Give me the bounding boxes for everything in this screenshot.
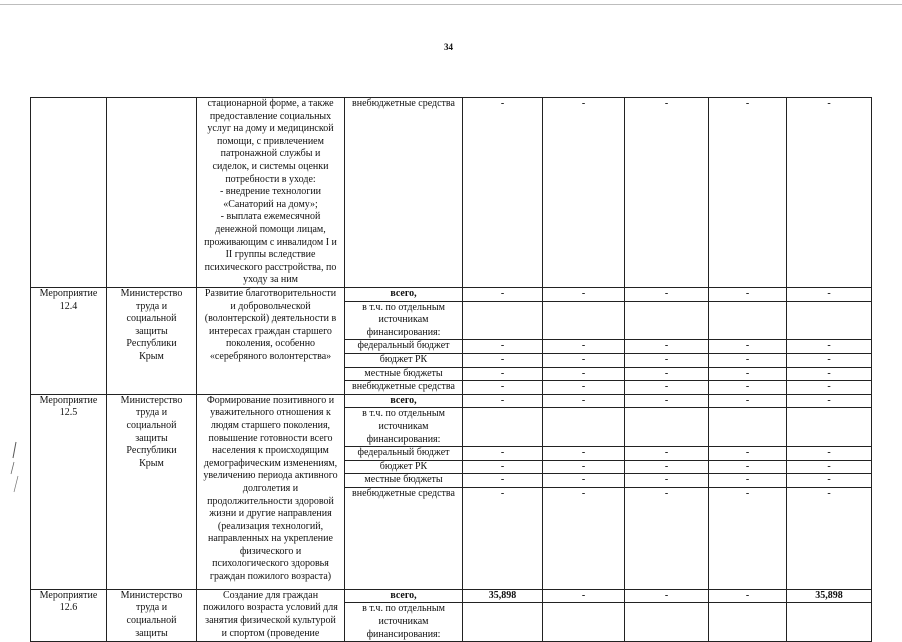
funding-source-cell: [345, 340, 463, 354]
text-line: денежной помощи лицам,: [215, 223, 326, 235]
text-line: населения к происходящим: [212, 445, 329, 457]
description-cell: [197, 589, 345, 641]
funding-source-cell: [345, 589, 463, 603]
amount-cell: -: [625, 487, 709, 589]
text-line: защиты: [135, 325, 168, 337]
text-line: 12.4: [59, 300, 78, 312]
amount-cell: -: [625, 288, 709, 302]
measure-cell: [31, 288, 107, 395]
amount-cell: -: [709, 367, 787, 381]
amount-cell: -: [625, 589, 709, 603]
text-line: финансирования:: [366, 628, 441, 640]
funding-source-cell: [345, 447, 463, 461]
amount-cell: -: [463, 288, 543, 302]
text-line: защиты: [135, 627, 168, 639]
text-line: долголетия и: [242, 482, 299, 494]
text-line: потребности в уходе:: [225, 173, 316, 185]
amount-cell: -: [463, 98, 543, 288]
text-line: Мероприятие: [39, 394, 98, 406]
text-line: - выплата ежемесячной: [220, 211, 321, 223]
text-line: направленных на укрепление: [208, 533, 333, 545]
text-line: федеральный бюджет: [357, 340, 450, 352]
text-line: труда и: [135, 300, 168, 312]
amount-cell: -: [625, 460, 709, 474]
amount-cell: -: [709, 381, 787, 395]
amount-cell: -: [787, 381, 872, 395]
executor-cell: [107, 288, 197, 395]
text-line: «Санаторий на дому»;: [223, 198, 318, 210]
text-line: II группы вследствие: [225, 249, 316, 261]
amount-cell: -: [625, 474, 709, 488]
amount-cell: -: [787, 288, 872, 302]
text-line: - внедрение технологии: [219, 186, 322, 198]
text-line: социальной: [126, 419, 177, 431]
funding-source-cell: [345, 288, 463, 302]
funding-source-cell: [345, 408, 463, 447]
amount-cell: -: [543, 460, 625, 474]
amount-cell: -: [709, 353, 787, 367]
funding-source-cell: [345, 487, 463, 589]
text-line: бюджет РК: [379, 460, 428, 472]
text-line: увеличению периода активного: [203, 470, 338, 482]
amount-cell: -: [625, 340, 709, 354]
amount-cell: -: [543, 98, 625, 288]
amount-cell: [787, 408, 872, 447]
amount-cell: [787, 301, 872, 340]
text-line: социальной: [126, 313, 177, 325]
amount-cell: -: [543, 381, 625, 395]
text-line: Мероприятие: [39, 288, 98, 299]
amount-cell: -: [709, 447, 787, 461]
amount-cell: -: [543, 474, 625, 488]
amount-cell: [463, 408, 543, 447]
text-line: Мероприятие: [39, 589, 98, 601]
text-line: психического расстройства, по: [204, 261, 337, 273]
amount-cell: [709, 408, 787, 447]
amount-cell: [463, 301, 543, 340]
amount-cell: -: [787, 98, 872, 288]
amount-cell: -: [463, 381, 543, 395]
amount-cell: [543, 301, 625, 340]
amount-cell: -: [543, 353, 625, 367]
text-line: Создание для граждан: [222, 589, 319, 601]
amount-cell: -: [787, 460, 872, 474]
text-line: уходу за ним: [243, 274, 298, 286]
text-line: интересах граждан старшего: [209, 325, 332, 337]
text-line: физического и: [239, 545, 302, 557]
text-line: пожилого возраста условий для: [203, 602, 338, 614]
text-line: всего,: [390, 288, 417, 299]
text-line: проживающим с инвалидом I и: [204, 236, 337, 248]
top-border-line: [0, 4, 902, 5]
text-line: местные бюджеты: [364, 367, 443, 379]
amount-cell: -: [463, 394, 543, 408]
text-line: уважительного отношения к: [210, 407, 331, 419]
amount-cell: -: [543, 394, 625, 408]
text-line: Республики: [126, 338, 177, 350]
amount-cell: -: [625, 353, 709, 367]
amount-cell: -: [787, 340, 872, 354]
funding-source-cell: [345, 353, 463, 367]
text-line: помощи, с привлечением: [217, 135, 324, 147]
text-line: в т.ч. по отдельным: [362, 603, 445, 615]
amount-cell: -: [463, 340, 543, 354]
amount-cell: [543, 603, 625, 642]
amount-cell: [543, 408, 625, 447]
text-line: внебюджетные средства: [352, 487, 455, 499]
text-line: федеральный бюджет: [357, 447, 450, 459]
funding-source-cell: [345, 301, 463, 340]
text-line: жизни и другие направления: [209, 508, 332, 520]
amount-cell: -: [709, 589, 787, 603]
text-line: социальной: [126, 614, 177, 626]
amount-cell: -: [787, 447, 872, 461]
description-cell: [197, 98, 345, 288]
amount-cell: -: [625, 98, 709, 288]
text-line: местные бюджеты: [364, 474, 443, 486]
amount-cell: -: [543, 447, 625, 461]
amount-cell: -: [625, 447, 709, 461]
amount-cell: -: [543, 589, 625, 603]
amount-cell: -: [543, 288, 625, 302]
amount-cell: -: [709, 487, 787, 589]
text-line: Республики: [126, 445, 177, 457]
funding-source-cell: [345, 603, 463, 642]
text-line: источникам: [378, 314, 429, 326]
text-line: и спортом (проведение: [221, 627, 320, 639]
amount-cell: [709, 301, 787, 340]
text-line: и добровольческой: [230, 300, 311, 312]
amount-cell: -: [463, 460, 543, 474]
text-line: занятия физической культурой: [205, 614, 336, 626]
amount-cell: -: [709, 474, 787, 488]
text-line: сиделок, и системы оценки: [212, 160, 329, 172]
measure-cell: [31, 589, 107, 641]
text-line: граждан пожилого возраста): [209, 571, 332, 583]
amount-cell: -: [463, 367, 543, 381]
measure-cell: [31, 98, 107, 288]
page-number: 34: [444, 42, 453, 52]
text-line: психологического здоровья: [212, 558, 329, 570]
amount-cell: [787, 603, 872, 642]
executor-cell: [107, 98, 197, 288]
text-line: финансирования:: [366, 326, 441, 338]
amount-cell: 35,898: [787, 589, 872, 603]
text-line: повышение готовности всего: [208, 432, 333, 444]
executor-cell: [107, 394, 197, 589]
amount-cell: -: [787, 367, 872, 381]
measure-cell: [31, 394, 107, 589]
amount-cell: -: [625, 367, 709, 381]
amount-cell: -: [543, 340, 625, 354]
amount-cell: -: [625, 381, 709, 395]
text-line: 12.6: [59, 602, 78, 614]
description-cell: [197, 288, 345, 395]
funding-source-cell: [345, 460, 463, 474]
text-line: Министерство: [120, 589, 183, 601]
text-line: поколения, особенно: [225, 338, 316, 350]
text-line: всего,: [390, 394, 417, 406]
budget-table: [30, 97, 872, 642]
amount-cell: -: [463, 474, 543, 488]
text-line: источникам: [378, 420, 429, 432]
amount-cell: -: [787, 487, 872, 589]
table-row: [31, 589, 872, 603]
text-line: (реализация технологий,: [217, 520, 324, 532]
amount-cell: [625, 301, 709, 340]
amount-cell: -: [463, 447, 543, 461]
amount-cell: -: [709, 460, 787, 474]
text-line: (волонтерской) деятельности в: [204, 313, 337, 325]
funding-source-cell: [345, 381, 463, 395]
text-line: Министерство: [120, 288, 183, 299]
amount-cell: -: [463, 487, 543, 589]
text-line: всего,: [390, 589, 417, 601]
text-line: Крым: [139, 350, 164, 362]
amount-cell: -: [709, 288, 787, 302]
amount-cell: [625, 408, 709, 447]
text-line: предоставление социальных: [209, 110, 332, 122]
text-line: людям старшего поколения,: [210, 419, 331, 431]
text-line: защиты: [135, 432, 168, 444]
table-row: [31, 288, 872, 302]
text-line: внебюджетные средства: [352, 381, 455, 393]
text-line: патронажной службы и: [220, 148, 321, 160]
text-line: демографическим изменениям,: [203, 457, 338, 469]
text-line: труда и: [135, 407, 168, 419]
text-line: финансирования:: [366, 433, 441, 445]
text-line: труда и: [135, 602, 168, 614]
margin-scribble-marks: [4, 440, 24, 500]
text-line: внебюджетные средства: [352, 98, 455, 109]
text-line: стационарной форме, а также: [207, 98, 334, 109]
table-row: [31, 98, 872, 288]
amount-cell: -: [787, 474, 872, 488]
amount-cell: -: [625, 394, 709, 408]
executor-cell: [107, 589, 197, 641]
text-line: Развитие благотворительности: [204, 288, 337, 299]
text-line: продолжительности здоровой: [207, 495, 334, 507]
text-line: Крым: [139, 457, 164, 469]
amount-cell: -: [787, 394, 872, 408]
amount-cell: -: [787, 353, 872, 367]
funding-source-cell: [345, 474, 463, 488]
amount-cell: -: [709, 98, 787, 288]
text-line: бюджет РК: [379, 353, 428, 365]
amount-cell: [709, 603, 787, 642]
amount-cell: -: [543, 487, 625, 589]
text-line: в т.ч. по отдельным: [362, 408, 445, 420]
amount-cell: -: [709, 394, 787, 408]
table-row: [31, 394, 872, 408]
description-cell: [197, 394, 345, 589]
text-line: в т.ч. по отдельным: [362, 301, 445, 313]
amount-cell: [463, 603, 543, 642]
amount-cell: -: [709, 340, 787, 354]
text-line: Формирование позитивного и: [206, 394, 335, 406]
text-line: услуг на дому и медицинской: [207, 123, 334, 135]
amount-cell: 35,898: [463, 589, 543, 603]
funding-source-cell: [345, 367, 463, 381]
text-line: источникам: [378, 615, 429, 627]
text-line: «серебряного волонтерства»: [209, 350, 332, 362]
amount-cell: -: [543, 367, 625, 381]
funding-source-cell: [345, 98, 463, 288]
amount-cell: [625, 603, 709, 642]
text-line: 12.5: [59, 407, 78, 419]
text-line: Министерство: [120, 394, 183, 406]
amount-cell: -: [463, 353, 543, 367]
funding-source-cell: [345, 394, 463, 408]
